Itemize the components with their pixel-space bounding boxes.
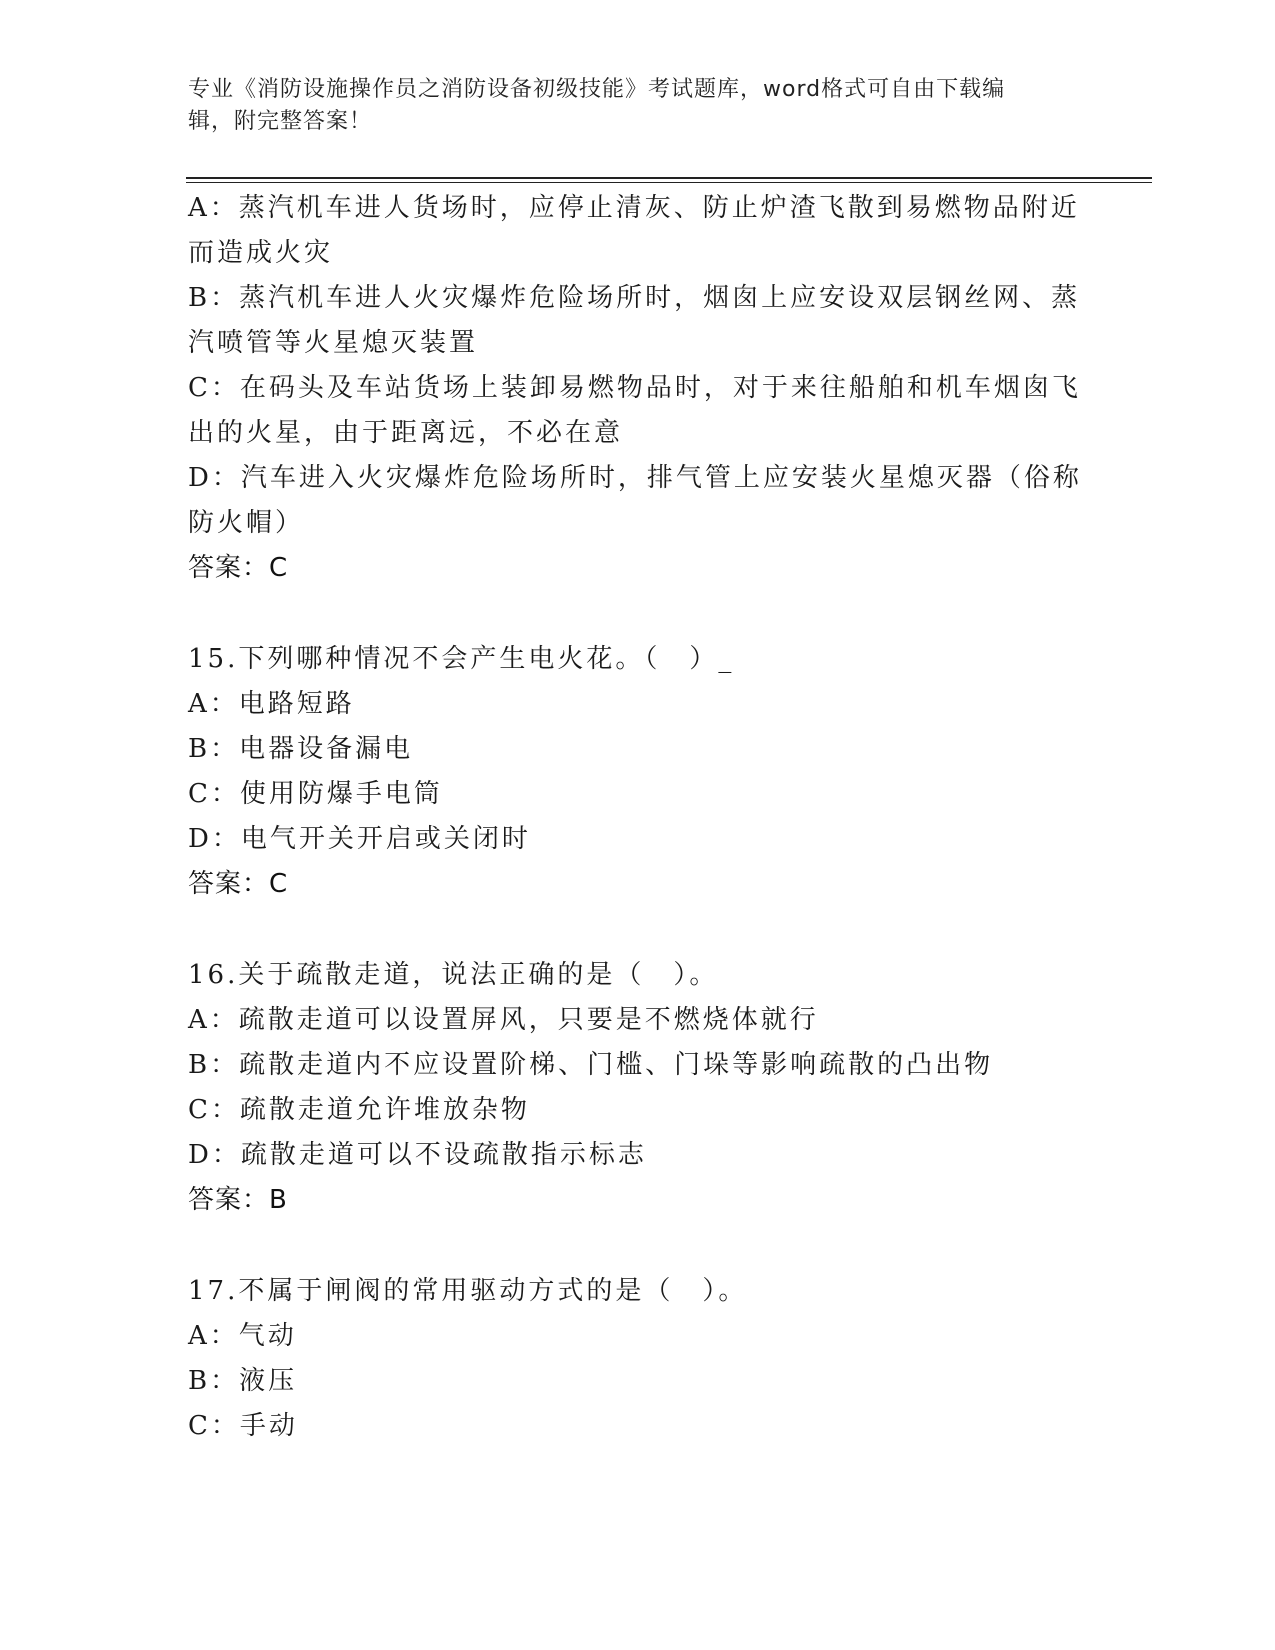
option-c: C：使用防爆手电筒 — [188, 779, 443, 809]
option-b-line1: B：蒸汽机车进人火灾爆炸危险场所时，烟囱上应安设双层钢丝网、蒸 — [188, 283, 1081, 313]
answer: 答案：C — [188, 869, 289, 899]
option-b-line2: 汽喷管等火星熄灭装置 — [188, 328, 479, 358]
question-list — [188, 186, 1088, 1449]
option-d: D：电气开关开启或关闭时 — [188, 824, 531, 854]
question-16 — [188, 953, 1088, 1223]
option-a-line2: 而造成火灾 — [188, 238, 334, 268]
spacer — [188, 907, 1088, 953]
option-a-line1: A：蒸汽机车进人货场时，应停止清灰、防止炉渣飞散到易燃物品附近 — [188, 193, 1080, 223]
option-c: C：疏散走道允许堆放杂物 — [188, 1095, 530, 1125]
spacer — [188, 591, 1088, 637]
header-rule-thick — [186, 177, 1152, 179]
option-d: D：疏散走道可以不设疏散指示标志 — [188, 1140, 647, 1170]
option-d-line2: 防火帽） — [188, 508, 305, 538]
header-title-line2: 辑，附完整答案！ — [188, 109, 373, 134]
header-rule-thin — [186, 182, 1152, 183]
question-text: 17.不属于闸阀的常用驱动方式的是（ ）。 — [188, 1276, 748, 1306]
question-text: 15.下列哪种情况不会产生电火花。（ ）_ — [188, 644, 735, 674]
question-15 — [188, 637, 1088, 907]
question-14 — [188, 186, 1088, 591]
option-a: A：气动 — [188, 1321, 297, 1351]
option-b: B：疏散走道内不应设置阶梯、门槛、门垛等影响疏散的凸出物 — [188, 1050, 994, 1080]
option-a: A：疏散走道可以设置屏风，只要是不燃烧体就行 — [188, 1005, 819, 1035]
question-text: 16.关于疏散走道，说法正确的是（ ）。 — [188, 960, 719, 990]
answer: 答案：C — [188, 553, 289, 583]
option-c: C：手动 — [188, 1411, 298, 1441]
document-header — [188, 74, 1068, 138]
option-c-line2: 出的火星，由于距离远，不必在意 — [188, 418, 624, 448]
option-b: B：电器设备漏电 — [188, 734, 414, 764]
header-title-line1: 专业《消防设施操作员之消防设备初级技能》考试题库，word格式可自由下载编 — [188, 77, 1006, 102]
option-d-line1: D：汽车进入火灾爆炸危险场所时，排气管上应安装火星熄灭器（俗称 — [188, 463, 1082, 493]
option-b: B：液压 — [188, 1366, 298, 1396]
option-a: A：电路短路 — [188, 689, 355, 719]
answer: 答案：B — [188, 1185, 288, 1215]
option-c-line1: C：在码头及车站货场上装卸易燃物品时，对于来往船舶和机车烟囱飞 — [188, 373, 1081, 403]
spacer — [188, 1223, 1088, 1269]
question-17 — [188, 1269, 1088, 1449]
